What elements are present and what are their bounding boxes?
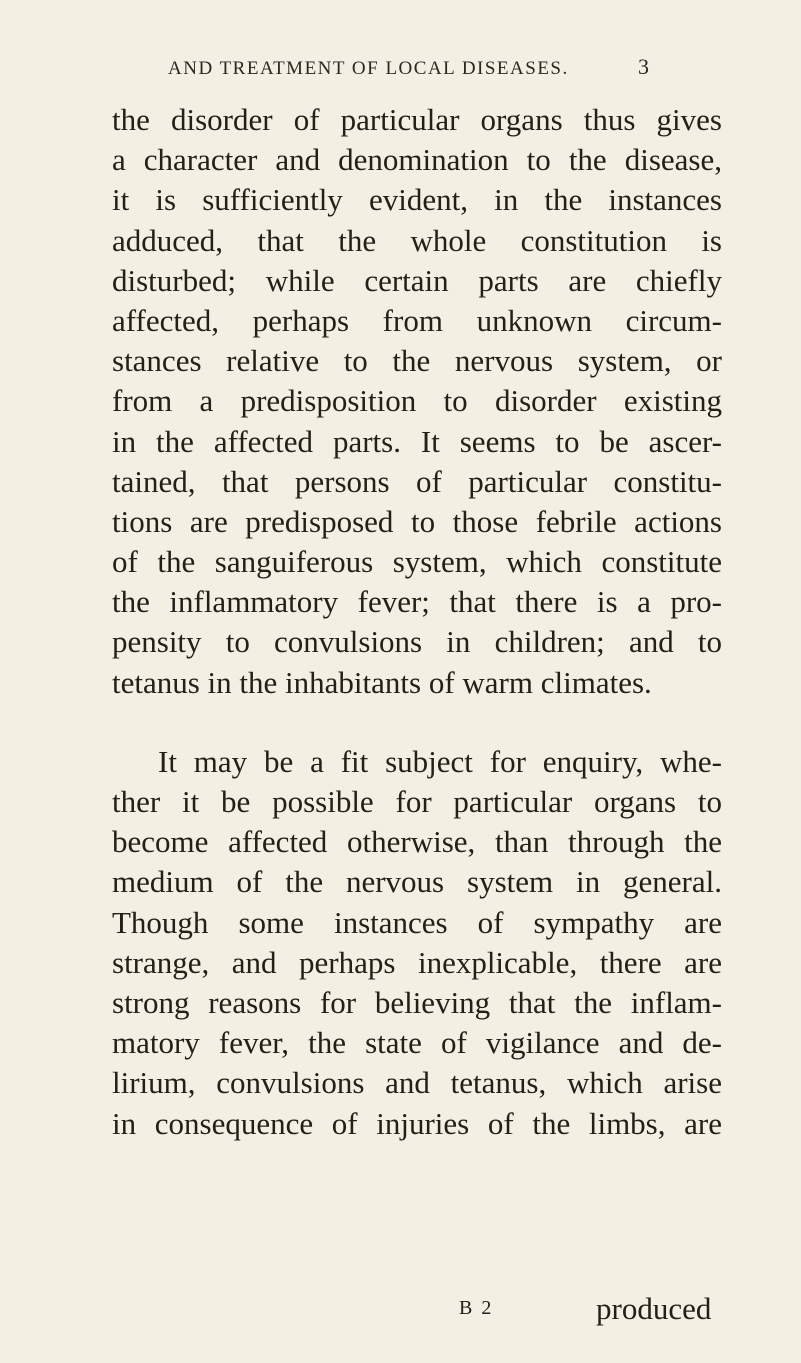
text-line: stances relative to the nervous system, or (112, 343, 722, 379)
page-number: 3 (638, 54, 649, 79)
text-line: strong reasons for believing that the inflam- (112, 984, 722, 1020)
paragraph-1 (112, 100, 722, 703)
text-line: strange, and perhaps inexplicable, there are (112, 944, 722, 980)
text-line: ther it be possible for particular organs to (112, 784, 722, 819)
text-line: tions are predisposed to those febrile actions (112, 503, 722, 539)
text-line: It may be a fit subject for enquiry, whe- (158, 743, 722, 779)
catchword: produced (596, 1291, 712, 1326)
text-line: adduced, that the whole constitution is (112, 222, 722, 258)
running-head: AND TREATMENT OF LOCAL DISEASES. (168, 58, 569, 79)
text-line: the inflammatory fever; that there is a pro- (112, 584, 722, 620)
text-line: tained, that persons of particular constitu- (112, 463, 722, 499)
page-footer (112, 1291, 722, 1331)
text-line: Though some instances of sympathy are (112, 904, 722, 940)
text-line: of the sanguiferous system, which constitute (112, 544, 722, 580)
text-line: medium of the nervous system in general. (112, 864, 722, 900)
text-line: in the affected parts. It seems to be ascer- (112, 423, 722, 459)
text-line: it is sufficiently evident, in the instances (112, 182, 722, 218)
text-line: matory fever, the state of vigilance and de- (112, 1025, 722, 1061)
body-text (112, 100, 722, 1144)
text-line: from a predisposition to disorder existing (112, 383, 722, 419)
text-line: disturbed; while certain parts are chiefly (112, 262, 722, 298)
text-line: pensity to convulsions in children; and to (112, 624, 722, 660)
text-line: lirium, convulsions and tetanus, which arise (112, 1065, 722, 1101)
paragraph-2 (112, 742, 722, 1144)
text-line: become affected otherwise, than through the (112, 824, 722, 860)
text-line: in consequence of injuries of the limbs, are (112, 1105, 722, 1141)
text-line: the disorder of particular organs thus gives (112, 102, 722, 137)
text-line: affected, perhaps from unknown circum- (112, 302, 722, 338)
paragraph-gap (112, 703, 722, 742)
text-line: tetanus in the inhabitants of warm climates. (112, 664, 652, 700)
signature-mark: B 2 (459, 1297, 494, 1319)
text-line: a character and denomination to the disease, (112, 142, 722, 178)
